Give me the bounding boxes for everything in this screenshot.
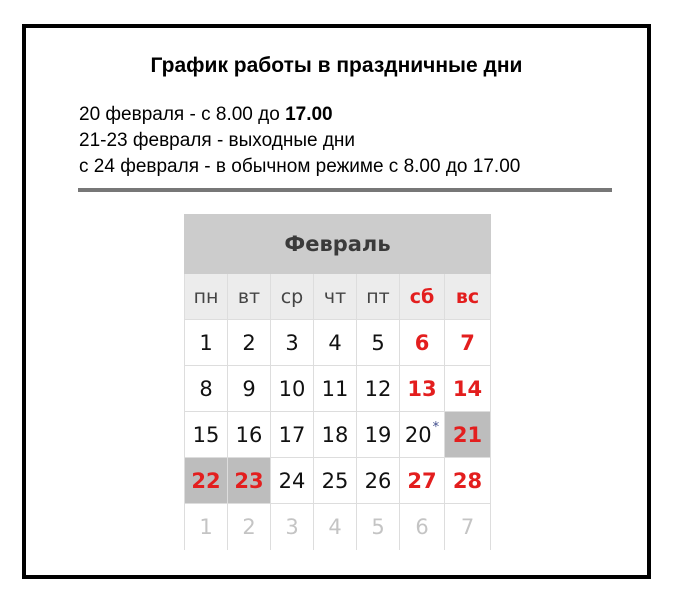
day-cell: 25 [314,458,357,504]
day-cell: 11 [314,366,357,412]
day-cell: 12 [357,366,400,412]
weekday-fri: пт [357,274,400,320]
weekend-day-cell: 13 [400,366,445,412]
weekend-day-cell: 7 [445,320,491,366]
next-month-day-cell: 1 [184,504,228,550]
weekday-mon: пн [184,274,228,320]
holiday-day-cell: 22 [184,458,228,504]
calendar [184,214,491,550]
day-cell: 4 [314,320,357,366]
day-cell: 16 [228,412,271,458]
weekday-sun: вс [445,274,491,320]
day-cell: 5 [357,320,400,366]
weekend-day-cell: 6 [400,320,445,366]
weekday-thu: чт [314,274,357,320]
week-row-4 [184,458,491,504]
divider [78,188,612,192]
page-title: График работы в праздничные дни [150,54,523,77]
holiday-day-cell: 21 [445,412,491,458]
week-row-1 [184,320,491,366]
shortened-day-cell [400,412,445,458]
weekend-day-cell: 14 [445,366,491,412]
day-cell: 2 [228,320,271,366]
day-cell: 8 [184,366,228,412]
day-cell: 15 [184,412,228,458]
day-cell: 18 [314,412,357,458]
schedule-frame [22,24,651,579]
weekday-sat: сб [400,274,445,320]
weekday-tue: вт [228,274,271,320]
schedule-line-1-text: 20 февраля - с 8.00 до [79,104,286,125]
schedule-line-3: с 24 февраля - в обычном режиме с 8.00 до 17.00 [79,156,521,177]
week-row-3 [184,412,491,458]
day-cell: 17 [271,412,314,458]
calendar-month: Февраль [184,214,491,274]
day-cell: 24 [271,458,314,504]
day-cell: 1 [184,320,228,366]
next-month-day-cell: 4 [314,504,357,550]
schedule-line-1-time: 17.00 [285,104,333,125]
day-cell: 9 [228,366,271,412]
day-cell: 19 [357,412,400,458]
weekday-wed: ср [271,274,314,320]
next-month-day-cell: 7 [445,504,491,550]
next-month-day-cell: 3 [271,504,314,550]
schedule-info [79,102,619,180]
day-number: 20 [404,422,432,447]
schedule-line-2: 21-23 февраля - выходные дни [79,130,356,151]
day-cell: 3 [271,320,314,366]
schedule-line-1 [79,102,619,128]
next-month-day-cell: 5 [357,504,400,550]
day-cell: 10 [271,366,314,412]
next-month-day-cell: 2 [228,504,271,550]
asterisk-mark: * [432,420,440,435]
day-cell: 26 [357,458,400,504]
weekend-day-cell: 27 [400,458,445,504]
week-row-5 [184,504,491,550]
week-row-2 [184,366,491,412]
holiday-day-cell: 23 [228,458,271,504]
weekday-row [184,274,491,320]
next-month-day-cell: 6 [400,504,445,550]
weekend-day-cell: 28 [445,458,491,504]
